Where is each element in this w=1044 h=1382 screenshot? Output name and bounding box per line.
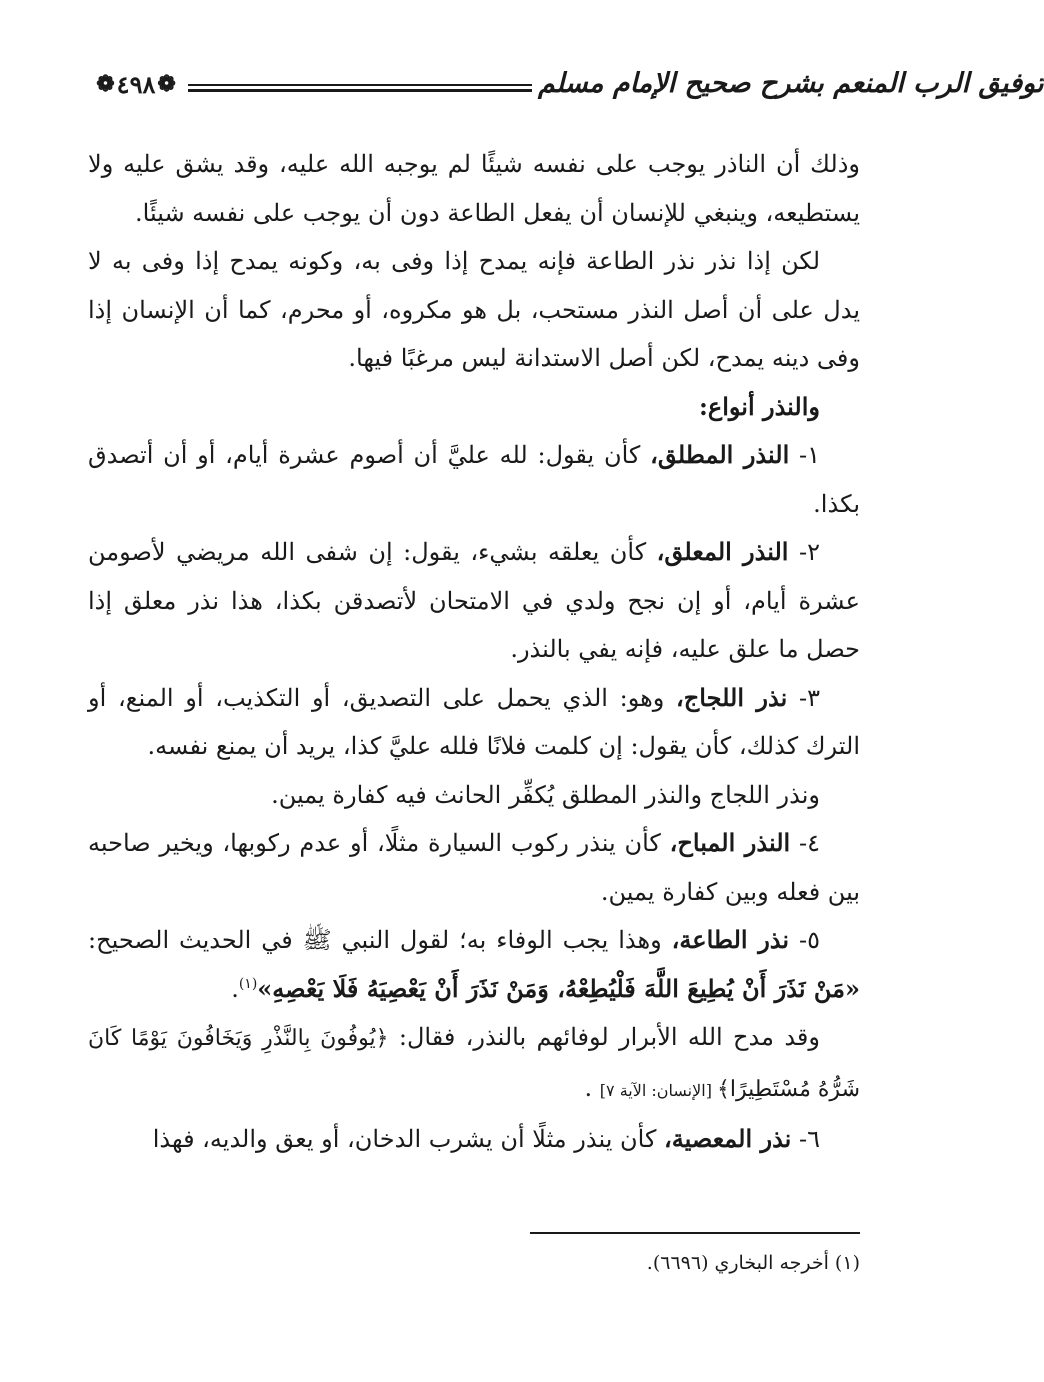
paragraph-2: لكن إذا نذر نذر الطاعة فإنه يمدح إذا وفى به، وكونه يمدح إذا وفى به لا يدل على أن أصل النذر مستحب، بل هو مكروه، أو محرم، كما أن الإنسان إذا وفى دينه يمدح، لكن أصل الاستدانة ليس مرغبًا فيها. [88,247,860,372]
quran-verse: ﴿يُوفُونَ بِالنَّذْرِ وَيَخَافُونَ يَوْمًا كَانَ شَرُّهُ مُسْتَطِيرًا﴾ [88,1026,860,1102]
item-text: كأن يعلقه بشيء، يقول: إن شفى الله مريضي لأصومن عشرة أيام، أو إن نجح ولدي في الامتحان لأتصدقن بكذا، هذا نذر معلق إذا حصل ما علق عليه، فإنه يفي بالنذر. [88,538,860,663]
paragraph-abrar [88,1013,860,1115]
page-number [90,64,182,104]
item-number: ٥- [789,926,820,954]
list-item-1 [88,431,860,528]
item-term: النذر المباح، [669,828,791,857]
page-header [90,58,1044,118]
footnote-ref[interactable]: (١) [238,975,258,992]
book-title: توفيق الرب المنعم بشرح صحيح الإمام مسلم [538,67,1044,99]
body-text [88,140,860,1164]
list-item-5 [88,916,860,1013]
item-text: كأن ينذر ركوب السيارة مثلًا، أو عدم ركوبها، ويخير صاحبه بين فعله وبين كفارة يمين. [88,829,860,906]
item-number: ٦- [791,1125,820,1153]
header-rule [188,84,532,94]
list-item-3 [88,674,860,771]
item-text: وهو: الذي يحمل على التصديق، أو التكذيب، أو المنع، أو الترك كذلك، كأن يقول: إن كلمت فلانًا فلله عليَّ كذا، يريد أن يمنع نفسه. [88,683,860,760]
verse-reference: [الإنسان: الآية ٧] [599,1080,718,1100]
paragraph-1: وذلك أن الناذر يوجب على نفسه شيئًا لم يوجبه الله عليه، وقد يشق عليه ولا يستطيعه، وينبغي للإنسان أن يفعل الطاعة دون أن يوجب على نفسه شيئًا. [88,150,860,227]
item-text: وهذا يجب الوفاء به؛ لقول النبي ﷺ في الحديث الصحيح: [88,926,672,954]
page-number-text: ٤٩٨ [116,69,156,99]
abrar-end: . [584,1073,600,1102]
item-term: النذر المطلق، [650,440,790,469]
ornament-left-icon: ❁ [96,71,115,97]
item-term: نذر المعصية، [664,1124,792,1153]
item-text: كأن يقول: لله عليَّ أن أصوم عشرة أيام، أو أن أتصدق بكذا. [88,441,860,518]
list-item-4 [88,819,860,916]
paragraph-lajaj: ونذر اللجاج والنذر المطلق يُكفِّر الحانث فيه كفارة يمين. [271,780,820,809]
list-item-2 [88,528,860,674]
item-number: ٣- [787,683,820,712]
item-number: ٤- [790,829,820,857]
hadith-quote: «مَنْ نَذَرَ أَنْ يُطِيعَ اللَّهَ فَلْيُطِعْهُ، وَمَنْ نَذَرَ أَنْ يَعْصِيَهُ فَلَا يَعْصِهِ» [257,973,860,1003]
item-number: ٢- [788,538,821,566]
item-number: ١- [789,441,820,469]
item-text: كأن ينذر مثلًا أن يشرب الدخان، أو يعق والديه، فهذا [152,1125,665,1153]
item-term: نذر الطاعة، [671,925,790,954]
section-heading: والنذر أنواع: [699,391,820,421]
list-item-6 [88,1115,860,1164]
item-term: نذر اللجاج، [676,682,788,712]
ornament-right-icon: ❁ [157,71,176,97]
abrar-text: وقد مدح الله الأبرار لوفائهم بالنذر، فقال: [388,1023,820,1051]
item-term: النذر المعلق، [656,537,789,566]
footnote: (١) أخرجه البخاري (٦٦٩٦). [646,1252,860,1274]
item-end: . [231,974,239,1003]
footnote-divider [530,1232,860,1234]
